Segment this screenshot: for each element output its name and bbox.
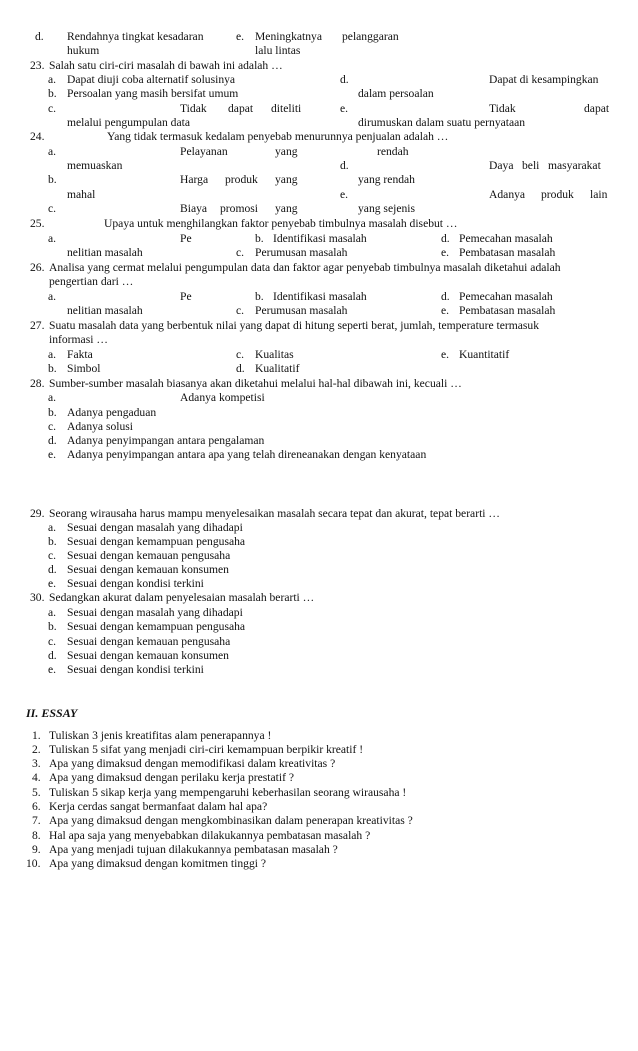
essay-item-number: 3. <box>32 757 41 770</box>
q25-option-d-letter: d. <box>441 232 450 245</box>
essay-item-text: Kerja cerdas sangat bermanfaat dalam hal apa? <box>49 800 268 813</box>
q23-option-e-word2: dapat <box>584 102 610 115</box>
q29-option-c-letter: c. <box>48 549 57 562</box>
q22-option-d-letter: d. <box>35 30 44 43</box>
q30-number: 30. <box>30 591 45 604</box>
essay-item-number: 5. <box>32 786 41 799</box>
q23-option-c-word1: Tidak <box>180 102 207 115</box>
q28-option-c-text: Adanya solusi <box>67 420 134 433</box>
q24-option-a-letter: a. <box>48 145 57 158</box>
q29-text: Seorang wirausaha harus mampu menyelesaikan masalah secara tepat dan akurat, tepat berarti … <box>49 507 501 520</box>
q26-number: 26. <box>30 261 45 274</box>
q30-option-c-letter: c. <box>48 635 57 648</box>
q23-option-c-word2: dapat <box>228 102 254 115</box>
q23-number: 23. <box>30 59 45 72</box>
essay-item-text: Tuliskan 5 sikap kerja yang mempengaruhi keberhasilan seorang wirausaha ! <box>49 786 407 799</box>
q29-option-d-letter: d. <box>48 563 57 576</box>
q27-option-d-text: Kualitatif <box>255 362 300 375</box>
q22-option-e-letter: e. <box>236 30 245 43</box>
q30-option-e-letter: e. <box>48 663 57 676</box>
q23-option-a-letter: a. <box>48 73 57 86</box>
q28-option-a-letter: a. <box>48 391 57 404</box>
q24-option-d-word1: Daya <box>489 159 514 172</box>
q23-option-d-text: Dapat di kesampingkan <box>489 73 599 86</box>
q28-option-b-text: Adanya pengaduan <box>67 406 157 419</box>
essay-item-number: 8. <box>32 829 41 842</box>
essay-item-number: 10. <box>26 857 41 870</box>
essay-item-text: Apa yang dimaksud dengan perilaku kerja prestatif ? <box>49 771 294 784</box>
q23-option-d-text-cont: dalam persoalan <box>358 87 434 100</box>
q27-text: Suatu masalah data yang berbentuk nilai yang dapat di hitung seperti berat, jumlah, temperature termasuk <box>49 319 540 332</box>
q25-option-e-letter: e. <box>441 246 450 259</box>
q26-option-a-text: Pe <box>180 290 192 303</box>
q27-option-c-text: Kualitas <box>255 348 294 361</box>
q27-option-a-text: Fakta <box>67 348 93 361</box>
q26-option-b-letter: b. <box>255 290 264 303</box>
q25-option-a-letter: a. <box>48 232 57 245</box>
q23-option-c-word3: diteliti <box>271 102 302 115</box>
q22-option-d-text: Rendahnya tingkat kesadaran <box>67 30 204 43</box>
q24-option-d-word3: masyarakat <box>548 159 601 172</box>
q24-option-c-word4: yang sejenis <box>358 202 415 215</box>
q22-option-e-text: Meningkatnya <box>255 30 322 43</box>
q23-option-e-text-cont: dirumuskan dalam suatu pernyataan <box>358 116 526 129</box>
q23-option-e-word1: Tidak <box>489 102 516 115</box>
q27-option-d-letter: d. <box>236 362 245 375</box>
q29-option-e-text: Sesuai dengan kondisi terkini <box>67 577 204 590</box>
q25-option-b-letter: b. <box>255 232 264 245</box>
q27-number: 27. <box>30 319 45 332</box>
essay-item-number: 7. <box>32 814 41 827</box>
q26-option-e-text: Pembatasan masalah <box>459 304 556 317</box>
essay-heading: II. ESSAY <box>26 706 78 720</box>
essay-item-text: Apa yang dimaksud dengan mengkombinasikan dalam penerapan kreativitas ? <box>49 814 413 827</box>
q28-option-a-text: Adanya kompetisi <box>180 391 265 404</box>
q28-option-e-letter: e. <box>48 448 57 461</box>
q25-option-e-text: Pembatasan masalah <box>459 246 556 259</box>
q25-number: 25. <box>30 217 45 230</box>
essay-item-number: 1. <box>32 729 41 742</box>
q24-option-c-letter: c. <box>48 202 57 215</box>
q24-option-a-word3: rendah <box>377 145 409 158</box>
q24-option-b-word4: yang rendah <box>358 173 415 186</box>
essay-item-text: Apa yang dimaksud dengan komitmen tinggi ? <box>49 857 267 870</box>
q27-option-a-letter: a. <box>48 348 57 361</box>
q23-option-b-letter: b. <box>48 87 57 100</box>
essay-item-number: 2. <box>32 743 41 756</box>
q26-text-cont: pengertian dari … <box>49 275 134 288</box>
essay-item-text: Tuliskan 3 jenis kreatifitas alam penerapannya ! <box>49 729 272 742</box>
q23-option-e-letter: e. <box>340 102 349 115</box>
q30-option-e-text: Sesuai dengan kondisi terkini <box>67 663 204 676</box>
q29-option-d-text: Sesuai dengan kemauan konsumen <box>67 563 229 576</box>
q25-option-c-text: Perumusan masalah <box>255 246 348 259</box>
q26-option-b-text: Identifikasi masalah <box>273 290 367 303</box>
q22-option-d-text-cont: hukum <box>67 44 100 57</box>
q26-option-a-letter: a. <box>48 290 57 303</box>
q30-option-a-letter: a. <box>48 606 57 619</box>
q26-option-d-letter: d. <box>441 290 450 303</box>
essay-item-number: 6. <box>32 800 41 813</box>
q24-text: Yang tidak termasuk kedalam penyebab menurunnya penjualan adalah … <box>107 130 449 143</box>
q29-number: 29. <box>30 507 45 520</box>
q24-option-a-word2: yang <box>275 145 298 158</box>
q24-option-e-letter: e. <box>340 188 349 201</box>
q26-option-e-letter: e. <box>441 304 450 317</box>
q26-option-c-letter: c. <box>236 304 245 317</box>
q24-option-c-word1: Biaya <box>180 202 208 215</box>
q24-number: 24. <box>30 130 45 143</box>
q24-option-c-word3: yang <box>275 202 298 215</box>
q27-option-e-text: Kuantitatif <box>459 348 510 361</box>
essay-item-text: Hal apa saja yang menyebabkan dilakukannya pembatasan masalah ? <box>49 829 371 842</box>
q24-option-e-word1: Adanya <box>489 188 526 201</box>
q23-text: Salah satu ciri-ciri masalah di bawah ini adalah … <box>49 59 283 72</box>
essay-item-text: Apa yang menjadi tujuan dilakukannya pembatasan masalah ? <box>49 843 338 856</box>
q24-option-a-text-cont: memuaskan <box>67 159 123 172</box>
q29-option-b-letter: b. <box>48 535 57 548</box>
q25-option-d-text: Pemecahan masalah <box>459 232 553 245</box>
q30-option-b-text: Sesuai dengan kemampuan pengusaha <box>67 620 246 633</box>
q23-option-a-text: Dapat diuji coba alternatif solusinya <box>67 73 236 86</box>
q22-option-e-text-cont: lalu lintas <box>255 44 301 57</box>
q24-option-d-letter: d. <box>340 159 349 172</box>
q27-option-c-letter: c. <box>236 348 245 361</box>
q27-option-b-text: Simbol <box>67 362 101 375</box>
q23-option-c-text-cont: melalui pengumpulan data <box>67 116 190 129</box>
essay-item-text: Tuliskan 5 sifat yang menjadi ciri-ciri kemampuan berpikir kreatif ! <box>49 743 364 756</box>
q28-number: 28. <box>30 377 45 390</box>
q24-option-e-word2: produk <box>541 188 574 201</box>
q25-option-a-text: Pe <box>180 232 192 245</box>
q24-option-a-word1: Pelayanan <box>180 145 228 158</box>
q23-option-d-letter: d. <box>340 73 349 86</box>
q29-option-b-text: Sesuai dengan kemampuan pengusaha <box>67 535 246 548</box>
q25-option-a-text-cont: nelitian masalah <box>67 246 143 259</box>
q23-option-b-text: Persoalan yang masih bersifat umum <box>67 87 239 100</box>
q28-option-d-text: Adanya penyimpangan antara pengalaman <box>67 434 265 447</box>
q24-option-b-word1: Harga <box>180 173 209 186</box>
q27-option-b-letter: b. <box>48 362 57 375</box>
essay-item-text: Apa yang dimaksud dengan memodifikasi dalam kreativitas ? <box>49 757 336 770</box>
q28-text: Sumber-sumber masalah biasanya akan diketahui melalui hal-hal dibawah ini, kecuali … <box>49 377 462 390</box>
q25-option-b-text: Identifikasi masalah <box>273 232 367 245</box>
q29-option-a-letter: a. <box>48 521 57 534</box>
essay-item-number: 4. <box>32 771 41 784</box>
q27-text-cont: informasi … <box>49 333 108 346</box>
q26-text: Analisa yang cermat melalui pengumpulan data dan faktor agar penyebab timbulnya masalah diketahui adalah <box>49 261 561 274</box>
q27-option-e-letter: e. <box>441 348 450 361</box>
q26-option-c-text: Perumusan masalah <box>255 304 348 317</box>
q28-option-d-letter: d. <box>48 434 57 447</box>
q24-option-b-word2: produk <box>225 173 258 186</box>
q30-text: Sedangkan akurat dalam penyelesaian masalah berarti … <box>49 591 315 604</box>
q26-option-d-text: Pemecahan masalah <box>459 290 553 303</box>
q26-option-a-text-cont: nelitian masalah <box>67 304 143 317</box>
q24-option-b-letter: b. <box>48 173 57 186</box>
essay-item-number: 9. <box>32 843 41 856</box>
q24-option-e-word3: lain <box>590 188 608 201</box>
q28-option-b-letter: b. <box>48 406 57 419</box>
q30-option-d-text: Sesuai dengan kemauan konsumen <box>67 649 229 662</box>
q30-option-c-text: Sesuai dengan kemauan pengusaha <box>67 635 231 648</box>
q28-option-c-letter: c. <box>48 420 57 433</box>
q24-option-d-word2: beli <box>522 159 540 172</box>
q22-option-e-text-b: pelanggaran <box>342 30 399 43</box>
q29-option-c-text: Sesuai dengan kemauan pengusaha <box>67 549 231 562</box>
q25-text: Upaya untuk menghilangkan faktor penyebab timbulnya masalah disebut … <box>104 217 458 230</box>
q30-option-a-text: Sesuai dengan masalah yang dihadapi <box>67 606 243 619</box>
q28-option-e-text: Adanya penyimpangan antara apa yang telah direneanakan dengan kenyataan <box>67 448 427 461</box>
q29-option-e-letter: e. <box>48 577 57 590</box>
q24-option-b-word3: yang <box>275 173 298 186</box>
q29-option-a-text: Sesuai dengan masalah yang dihadapi <box>67 521 243 534</box>
q24-option-c-word2: promosi <box>220 202 259 215</box>
q24-option-b-text-cont: mahal <box>67 188 96 201</box>
q23-option-c-letter: c. <box>48 102 57 115</box>
q25-option-c-letter: c. <box>236 246 245 259</box>
q30-option-b-letter: b. <box>48 620 57 633</box>
q30-option-d-letter: d. <box>48 649 57 662</box>
